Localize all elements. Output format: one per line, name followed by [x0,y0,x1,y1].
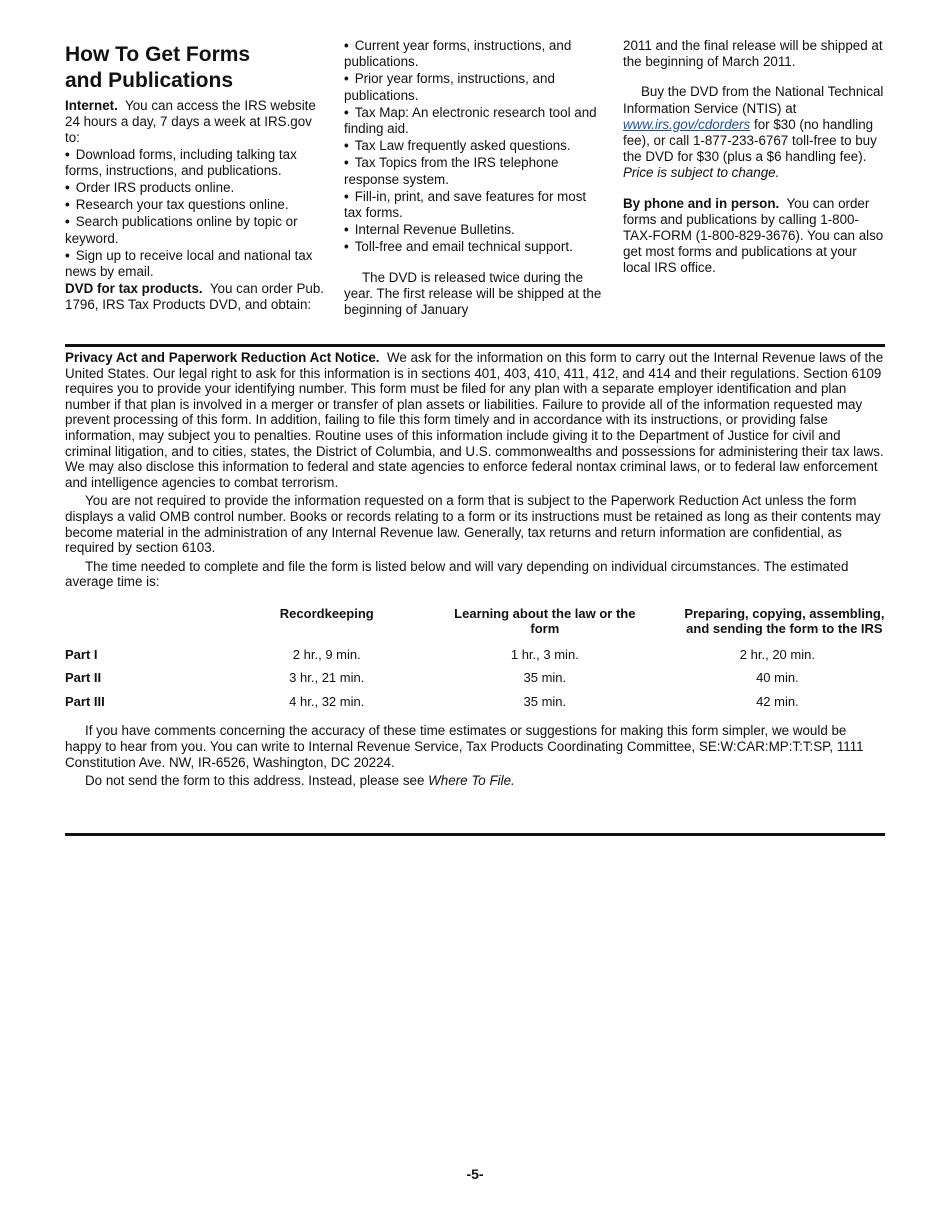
internet-lead: Internet. [65,98,118,113]
list-item: • Download forms, including talking tax forms, instructions, and publications. [65,147,327,179]
row-label: Part I [65,646,98,662]
list-item: • Current year forms, instructions, and publications. [344,38,606,70]
notice-paragraph-4: If you have comments concerning the accuracy of these time estimates or suggestions for making this form simpler, we would be happy to hear from you. You can write to Internal Revenue Service, Tax Products Coordinating Committee, SE:W:CAR:MP:T:T:SP, 1111 Constitution Ave. NW, IR-6526, Washington, DC 20224. [65,723,864,770]
table-cell: 35 min. [523,670,567,686]
list-item: • Tax Topics from the IRS telephone response system. [344,155,606,187]
dvd-release-continued: 2011 and the final release will be shipped at the beginning of March 2011. [623,38,883,70]
dvd-lead: DVD for tax products. [65,281,203,297]
column-3 [623,38,885,318]
list-item: • Prior year forms, instructions, and publications. [344,71,606,103]
table-row [65,694,885,718]
dvd-contents-list [344,38,606,256]
list-item: • Sign up to receive local and national tax news by email. [65,248,327,280]
list-item: • Research your tax questions online. [65,197,327,213]
list-item: • Internal Revenue Bulletins. [344,222,606,238]
notice-paragraph-2: You are not required to provide the information requested on a form that is subject to the Paperwork Reduction Act unless the form displays a valid OMB control number. Books or records relating to a form or its instructions must be retained as long as their contents may become material in the administration of any Internal Revenue law. Generally, tax returns and return information are confidential, as required by section 6103. [65,493,881,556]
notice-paragraph-5: Do not send the form to this address. Instead, please see Where To File. [85,773,515,789]
internet-paragraph: Internet. You can access the IRS website 24 hours a day, 7 days a week at IRS.gov to: [65,98,316,146]
bottom-divider [65,833,885,836]
table-row [65,670,885,694]
table-cell: 1 hr., 3 min. [510,646,579,662]
list-item: • Search publications online by topic or keyword. [65,214,327,246]
internet-list [65,147,327,281]
list-item: • Tax Map: An electronic research tool and finding aid. [344,105,606,137]
table-cell: 4 hr., 32 min. [289,693,365,709]
section-heading: How To Get Forms and Publications [65,43,251,92]
list-item: • Fill-in, print, and save features for most tax forms. [344,189,606,221]
table-header-row [65,606,885,647]
table-row [65,647,885,671]
table-cell: 40 min. [756,670,799,686]
notice-lead: Privacy Act and Paperwork Reduction Act Notice. [65,350,380,365]
phone-lead: By phone and in person. [623,195,780,211]
cdorders-link[interactable]: www.irs.gov/cdorders [623,116,751,132]
list-item: • Order IRS products online. [65,180,327,196]
table-cell: 2 hr., 20 min. [739,646,815,662]
column-2 [344,38,606,318]
col-header: Recordkeeping [279,605,374,621]
list-item: • Tax Law frequently asked questions. [344,138,606,154]
list-item: • Toll-free and email technical support. [344,239,606,255]
table-cell: 35 min. [523,693,567,709]
row-label: Part II [65,670,102,686]
top-divider [65,344,885,347]
notice-paragraph-1: Privacy Act and Paperwork Reduction Act Notice. We ask for the information on this form to carry out the Internal Revenue laws of the United States. Our legal right to ask for this information is in sections 401, 403, 410, 411, 412, and 414 and their regulations. Section 6109 requires you to provide your identifying number. This form must be filed for any plan with a separate employer identification and plan number if that plan is involved in a merger or transfer of plan assets or liabilities. Failure to provide all of the information requested may prevent processing of this form. In addition, failing to file this form timely and in accordance with its instructions, or providing false information, may subject you to penalties. Routine uses of this information include giving it to the Department of Justice for civil and criminal litigation, and to cities, states, the District of Columbia, and U.S. commonwealths and possessions for administering their tax laws. We may also disclose this information to federal and state agencies to enforce federal nontax criminal laws, or to federal law enforcement and intelligence agencies to combat terrorism. [65,350,884,490]
col-header: Learning about the law or the form [454,605,636,637]
table-cell: 3 hr., 21 min. [289,670,365,686]
forms-and-publications-section [65,38,885,318]
privacy-notice [65,350,885,792]
row-label: Part III [65,693,105,709]
notice-paragraph-3: The time needed to complete and file the form is listed below and will vary depending on individual circumstances. The estimated average time is: [65,558,849,590]
col-header: Preparing, copying, assembling, and sending the form to the IRS [684,605,885,637]
dvd-paragraph: DVD for tax products. You can order Pub. 1796, IRS Tax Products DVD, and obtain: [65,281,324,313]
buy-dvd-paragraph: Buy the DVD from the National Technical Information Service (NTIS) at www.irs.gov/cdorders for $30 (no handling fee), or call 1-877-233-6767 toll-free to buy the DVD for $30 (plus a $6 handling fee). Price is subject to change. [623,84,884,181]
page-number: -5- [466,1166,484,1182]
phone-paragraph: By phone and in person. You can order forms and publications by calling 1-800-TAX-FORM (1-800-829-3676). You can also get most forms and publications at your local IRS office. [623,195,884,276]
table-cell: 42 min. [756,693,799,709]
dvd-release-paragraph: The DVD is released twice during the year. The first release will be shipped at the beginning of January [344,269,602,318]
time-estimate-table [65,606,885,718]
table-cell: 2 hr., 9 min. [292,646,361,662]
column-1 [65,38,327,318]
